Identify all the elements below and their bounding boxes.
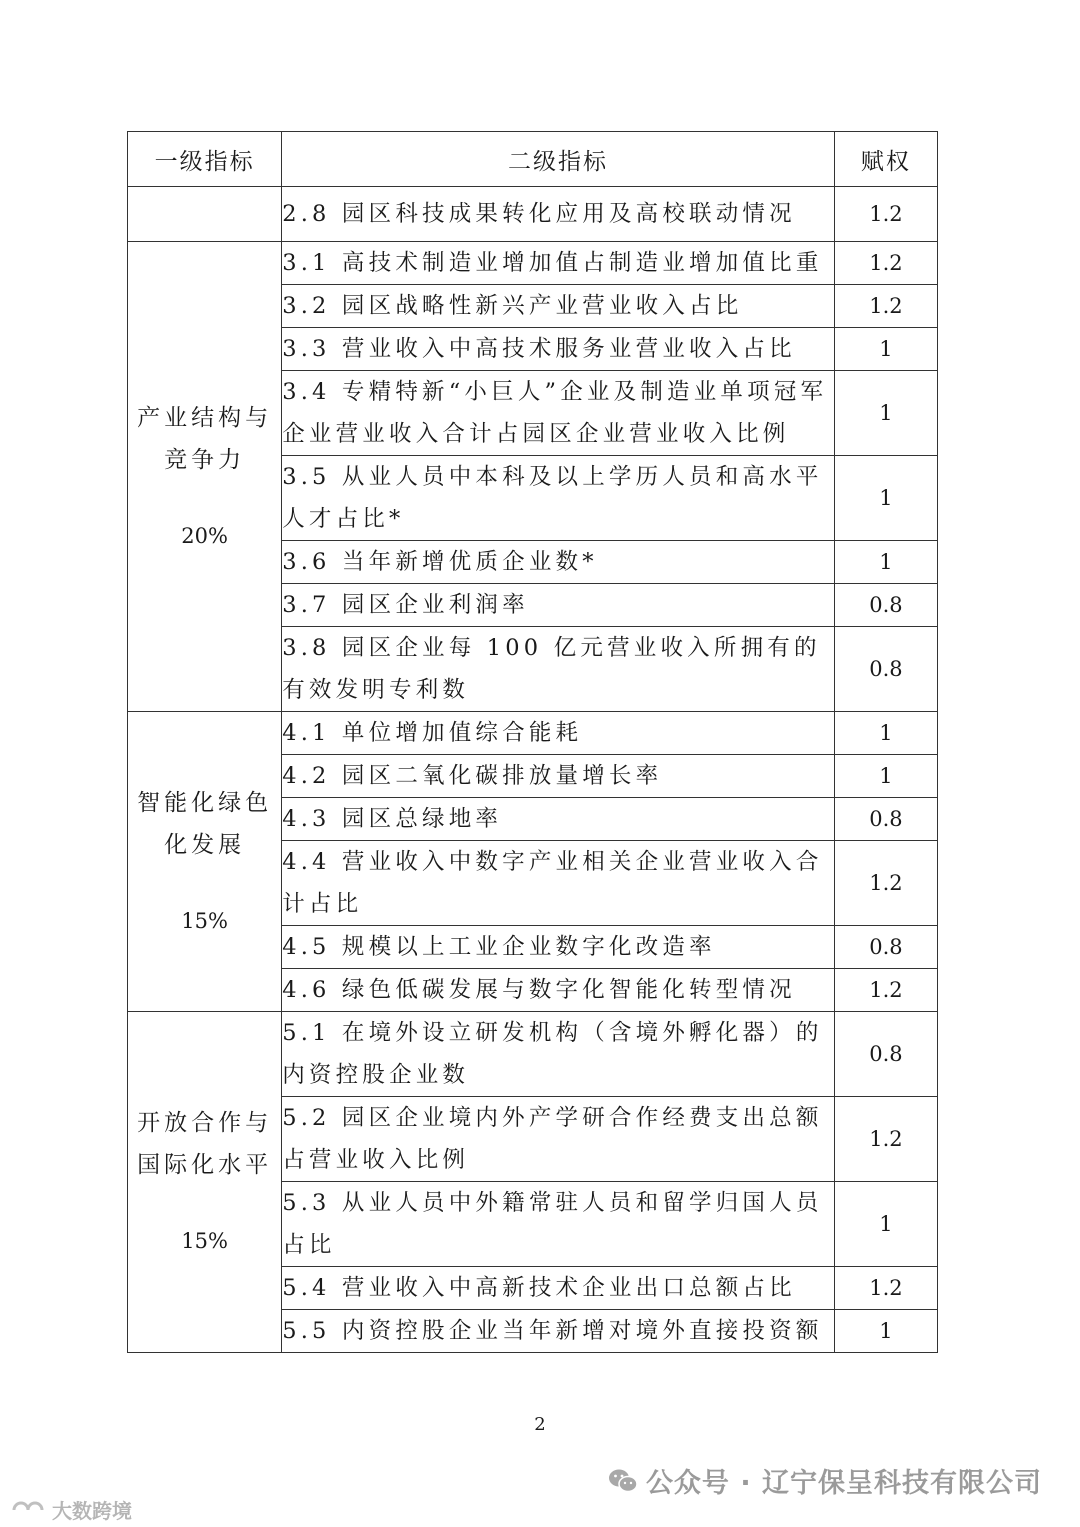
weight-cell: 1.2 [834, 242, 937, 285]
indicator-cell: 4.2 园区二氧化碳排放量增长率 [282, 755, 835, 798]
indicator-cell: 3.7 园区企业利润率 [282, 584, 835, 627]
section-name: 国际化水平 [137, 1152, 273, 1178]
indicator-cell: 3.3 营业收入中高技术服务业营业收入占比 [282, 328, 835, 371]
section-cell [128, 1012, 282, 1353]
header-weight: 赋权 [834, 132, 937, 187]
empty-section-cell [128, 187, 282, 242]
weight-cell: 1 [834, 541, 937, 584]
wechat-icon [608, 1468, 638, 1494]
section-name: 产业结构与 [137, 404, 273, 431]
header-primary-indicator: 一级指标 [128, 132, 282, 187]
indicator-table [127, 131, 938, 1353]
indicator-cell: 2.8 园区科技成果转化应用及高校联动情况 [282, 187, 835, 242]
table-row [128, 712, 938, 755]
weight-cell: 1 [834, 755, 937, 798]
indicator-cell: 4.3 园区总绿地率 [282, 798, 835, 841]
weight-cell: 1.2 [834, 969, 937, 1012]
indicator-cell: 4.4 营业收入中数字产业相关企业营业收入合计占比 [282, 841, 835, 926]
brand-logo-icon [10, 1499, 46, 1521]
weight-cell: 1 [834, 328, 937, 371]
weight-cell: 1.2 [834, 285, 937, 328]
wechat-watermark [608, 1461, 1042, 1500]
weight-cell: 0.8 [834, 926, 937, 969]
weight-cell: 1 [834, 456, 937, 541]
page-number: 2 [534, 1414, 546, 1435]
weight-cell: 1 [834, 371, 937, 456]
indicator-cell: 5.1 在境外设立研发机构（含境外孵化器）的内资控股企业数 [282, 1012, 835, 1097]
indicator-cell: 3.2 园区战略性新兴产业营业收入占比 [282, 285, 835, 328]
header-secondary-indicator: 二级指标 [282, 132, 835, 187]
weight-cell: 1.2 [834, 841, 937, 926]
weight-cell: 1.2 [834, 1267, 937, 1310]
weight-cell: 1.2 [834, 187, 937, 242]
weight-cell: 1 [834, 712, 937, 755]
table-row [128, 1012, 938, 1097]
section-percent: 20% [181, 523, 228, 548]
table-row [128, 187, 938, 242]
section-name: 开放合作与 [137, 1110, 273, 1136]
indicator-cell: 5.3 从业人员中外籍常驻人员和留学归国人员占比 [282, 1182, 835, 1267]
indicator-cell: 3.5 从业人员中本科及以上学历人员和高水平人才占比* [282, 456, 835, 541]
weight-cell: 0.8 [834, 584, 937, 627]
weight-cell: 0.8 [834, 1012, 937, 1097]
section-cell [128, 242, 282, 712]
brand-watermark [10, 1495, 132, 1524]
weight-cell: 1 [834, 1310, 937, 1353]
section-name: 化发展 [164, 831, 246, 858]
weight-cell: 0.8 [834, 798, 937, 841]
indicator-cell: 5.5 内资控股企业当年新增对境外直接投资额 [282, 1310, 835, 1353]
weight-cell: 1.2 [834, 1097, 937, 1182]
watermark-brand: 大数跨境 [52, 1499, 132, 1523]
indicator-cell: 3.8 园区企业每 100 亿元营业收入所拥有的有效发明专利数 [282, 627, 835, 712]
indicator-cell: 5.2 园区企业境内外产学研合作经费支出总额占营业收入比例 [282, 1097, 835, 1182]
section-percent: 15% [181, 1229, 228, 1253]
section-cell [128, 712, 282, 1012]
indicator-cell: 3.6 当年新增优质企业数* [282, 541, 835, 584]
table-row [128, 242, 938, 285]
section-name: 竞争力 [164, 446, 246, 473]
indicator-cell: 4.6 绿色低碳发展与数字化智能化转型情况 [282, 969, 835, 1012]
indicator-cell: 4.1 单位增加值综合能耗 [282, 712, 835, 755]
weight-cell: 1 [834, 1182, 937, 1267]
weight-cell: 0.8 [834, 627, 937, 712]
watermark-account: 公众号 · 辽宁保呈科技有限公司 [645, 1468, 1042, 1499]
indicator-cell: 3.1 高技术制造业增加值占制造业增加值比重 [282, 242, 835, 285]
indicator-cell: 4.5 规模以上工业企业数字化改造率 [282, 926, 835, 969]
indicator-cell: 5.4 营业收入中高新技术企业出口总额占比 [282, 1267, 835, 1310]
section-name: 智能化绿色 [137, 789, 273, 816]
indicator-cell: 3.4 专精特新“小巨人”企业及制造业单项冠军企业营业收入合计占园区企业营业收入比例 [282, 371, 835, 456]
section-percent: 15% [181, 908, 228, 933]
